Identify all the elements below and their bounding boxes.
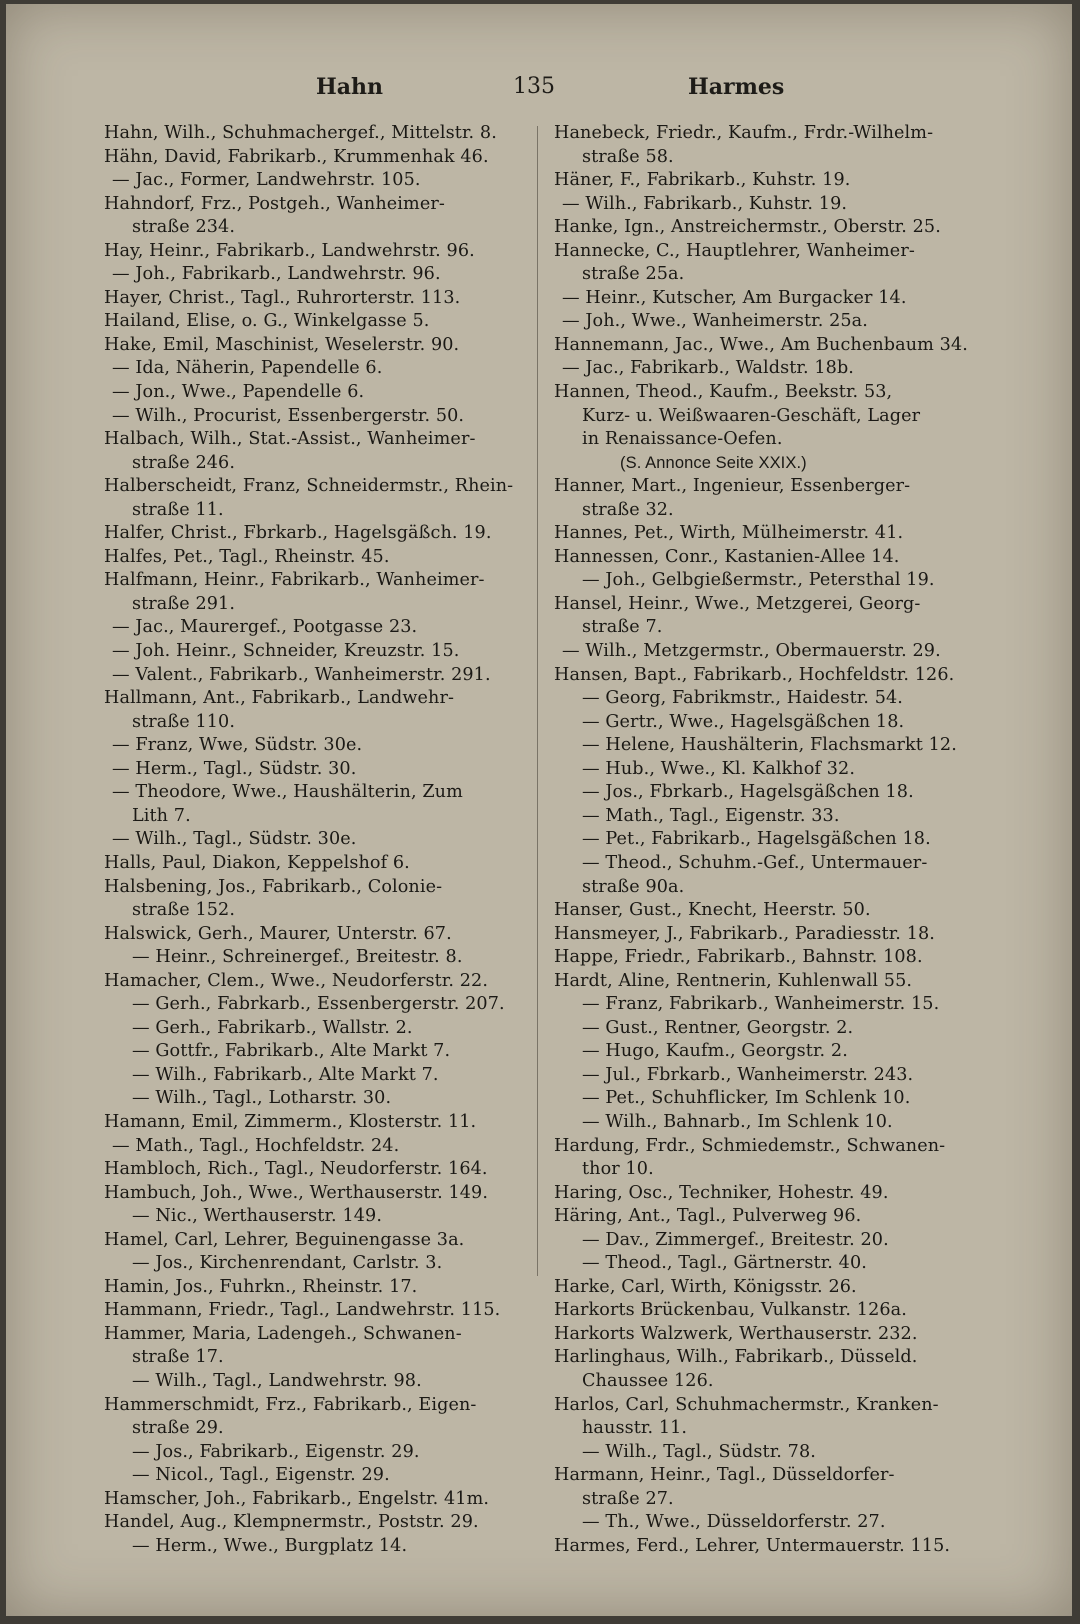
directory-entry-line: — Ida, Näherin, Papendelle 6. [112,358,383,379]
directory-entry-line: straße 29. [132,1418,224,1439]
directory-entry-line: — Wilh., Bahnarb., Im Schlenk 10. [582,1111,893,1132]
directory-entry-line: — Gust., Rentner, Georgstr. 2. [582,1017,854,1038]
directory-entry-line: — Math., Tagl., Hochfeldstr. 24. [112,1135,400,1156]
directory-entry-line: straße 7. [582,617,663,638]
directory-entry-line: Hanke, Ign., Anstreichermstr., Oberstr. 25. [554,217,941,238]
directory-entry-line: Hamann, Emil, Zimmerm., Klosterstr. 11. [104,1111,477,1132]
directory-entry-line: Harkorts Brückenbau, Vulkanstr. 126a. [554,1300,907,1321]
left-column [104,122,522,1558]
directory-entry-line: straße 32. [582,499,674,520]
directory-entry-line: hausstr. 11. [582,1418,688,1439]
right-column [554,122,1004,1558]
directory-entry-line: — Valent., Fabrikarb., Wanheimerstr. 291. [112,664,491,685]
directory-entry-line: Halfes, Pet., Tagl., Rheinstr. 45. [104,546,390,567]
directory-entry-line: Hay, Heinr., Fabrikarb., Landwehrstr. 96. [104,240,475,261]
directory-entry-line: — Heinr., Schreinergef., Breitestr. 8. [132,947,463,968]
directory-entry-line: straße 234. [132,217,236,238]
directory-entry-line: Hahndorf, Frz., Postgeh., Wanheimer- [104,193,445,214]
directory-entry-line: Hambuch, Joh., Wwe., Werthauserstr. 149. [104,1182,489,1203]
directory-entry-line: Harmann, Heinr., Tagl., Düsseldorfer- [554,1465,895,1486]
directory-entry-line: — Jos., Kirchenrendant, Carlstr. 3. [132,1253,443,1274]
directory-entry-line: — Nicol., Tagl., Eigenstr. 29. [132,1465,390,1486]
directory-entry-line: Hansel, Heinr., Wwe., Metzgerei, Georg- [554,593,921,614]
directory-entry-line: — Gerh., Fabrkarb., Essenbergerstr. 207. [132,994,505,1015]
directory-entry-line: (S. Annonce Seite XXIX.) [620,453,807,472]
directory-entry-line: Hanner, Mart., Ingenieur, Essenberger- [554,476,911,497]
directory-entry-line: Happe, Friedr., Fabrikarb., Bahnstr. 108. [554,947,923,968]
directory-entry-line: straße 25a. [582,264,685,285]
directory-entry-line: — Nic., Werthauserstr. 149. [132,1206,383,1227]
directory-entry-line: — Jac., Maurergef., Pootgasse 23. [112,617,418,638]
directory-entry-line: — Hub., Wwe., Kl. Kalkhof 32. [582,758,856,779]
directory-entry-line: — Theod., Tagl., Gärtnerstr. 40. [582,1253,867,1274]
directory-entry-line: Hammerschmidt, Frz., Fabrikarb., Eigen- [104,1394,477,1415]
directory-entry-line: straße 27. [582,1488,674,1509]
column-divider [537,126,538,1276]
directory-entry-line: — Jos., Fabrikarb., Eigenstr. 29. [132,1441,420,1462]
directory-entry-line: — Wilh., Tagl., Landwehrstr. 98. [132,1370,422,1391]
directory-entry-line: Halbach, Wilh., Stat.-Assist., Wanheimer- [104,429,476,450]
directory-entry-line: — Wilh., Tagl., Lotharstr. 30. [132,1088,392,1109]
directory-entry-line: thor 10. [582,1159,654,1180]
directory-entry-line: Kurz- u. Weißwaaren-Geschäft, Lager [582,405,921,426]
directory-entry-line: — Wilh., Metzgermstr., Obermauerstr. 29. [562,641,941,662]
directory-entry-line: Hannes, Pet., Wirth, Mülheimerstr. 41. [554,523,904,544]
directory-entry-line: straße 110. [132,711,236,732]
directory-entry-line: Hannessen, Conr., Kastanien-Allee 14. [554,546,900,567]
directory-entry-line: — Wilh., Procurist, Essenbergerstr. 50. [112,405,465,426]
directory-entry-line: — Heinr., Kutscher, Am Burgacker 14. [562,287,907,308]
directory-entry-line: — Th., Wwe., Düsseldorferstr. 27. [582,1512,886,1533]
directory-entry-line: Hamin, Jos., Fuhrkn., Rheinstr. 17. [104,1276,418,1297]
directory-entry-line: Harmes, Ferd., Lehrer, Untermauerstr. 115. [554,1535,951,1556]
directory-entry-line: straße 58. [582,146,674,167]
directory-entry-line: — Gottfr., Fabrikarb., Alte Markt 7. [132,1041,451,1062]
directory-entry-line: — Jac., Former, Landwehrstr. 105. [112,170,421,191]
directory-entry-line: — Herm., Tagl., Südstr. 30. [112,758,357,779]
directory-entry-line: — Theodore, Wwe., Haushälterin, Zum [112,782,463,803]
directory-entry-line: — Wilh., Fabrikarb., Kuhstr. 19. [562,193,848,214]
directory-entry-line: Hardt, Aline, Rentnerin, Kuhlenwall 55. [554,970,913,991]
directory-entry-line: Halswick, Gerh., Maurer, Unterstr. 67. [104,923,452,944]
directory-entry-line: in Renaissance-Oefen. [582,429,783,450]
directory-entry-line: Hake, Emil, Maschinist, Weselerstr. 90. [104,334,460,355]
directory-entry-line: Häring, Ant., Tagl., Pulverweg 96. [554,1206,862,1227]
directory-entry-line: straße 246. [132,452,236,473]
directory-entry-line: Hansen, Bapt., Fabrikarb., Hochfeldstr. 126. [554,664,955,685]
directory-entry-line: Harlinghaus, Wilh., Fabrikarb., Düsseld. [554,1347,918,1368]
directory-entry-line: Hambloch, Rich., Tagl., Neudorferstr. 164. [104,1159,488,1180]
directory-entry-line: — Jul., Fbrkarb., Wanheimerstr. 243. [582,1064,914,1085]
directory-entry-line: — Jac., Fabrikarb., Waldstr. 18b. [562,358,854,379]
directory-entry-line: Hanser, Gust., Knecht, Heerstr. 50. [554,900,871,921]
directory-entry-line: — Wilh., Tagl., Südstr. 30e. [112,829,357,850]
directory-entry-line: — Gertr., Wwe., Hagelsgäßchen 18. [582,711,905,732]
directory-entry-line: Hayer, Christ., Tagl., Ruhrorterstr. 113. [104,287,461,308]
directory-entry-line: Hanebeck, Friedr., Kaufm., Frdr.-Wilhelm- [554,123,934,143]
directory-entry-line: Halfmann, Heinr., Fabrikarb., Wanheimer- [104,570,485,591]
directory-entry-line: — Helene, Haushälterin, Flachsmarkt 12. [582,735,957,756]
directory-entry-line: Hallmann, Ant., Fabrikarb., Landwehr- [104,688,455,709]
directory-entry-line: — Wilh., Fabrikarb., Alte Markt 7. [132,1064,439,1085]
directory-entry-line: straße 17. [132,1347,224,1368]
header-left-keyword: Hahn [316,74,384,100]
directory-entry-line: — Herm., Wwe., Burgplatz 14. [132,1535,408,1556]
directory-entry-line: Hannen, Theod., Kaufm., Beekstr. 53, [554,382,893,403]
directory-entry-line: Hammer, Maria, Ladengeh., Schwanen- [104,1323,462,1344]
directory-entry-line: — Joh., Fabrikarb., Landwehrstr. 96. [112,264,441,285]
directory-entry-line: straße 291. [132,593,236,614]
directory-entry-line: Halberscheidt, Franz, Schneidermstr., Rhein- [104,476,514,497]
directory-entry-line: — Math., Tagl., Eigenstr. 33. [582,805,840,826]
directory-entry-line: — Franz, Wwe, Südstr. 30e. [112,735,363,756]
directory-entry-line: Hansmeyer, J., Fabrikarb., Paradiesstr. 18. [554,923,935,944]
directory-entry-line: Hannecke, C., Hauptlehrer, Wanheimer- [554,240,915,261]
directory-entry-line: Hamacher, Clem., Wwe., Neudorferstr. 22. [104,970,489,991]
directory-entry-line: Handel, Aug., Klempnermstr., Poststr. 29. [104,1512,479,1533]
directory-entry-line: straße 11. [132,499,224,520]
page-number: 135 [513,74,555,99]
directory-entry-line: — Jos., Fbrkarb., Hagelsgäßchen 18. [582,782,914,803]
directory-entry-line: Hardung, Frdr., Schmiedemstr., Schwanen- [554,1135,946,1156]
directory-entry-line: — Pet., Fabrikarb., Hagelsgäßchen 18. [582,829,931,850]
directory-entry-line: Halls, Paul, Diakon, Keppelshof 6. [104,852,410,873]
directory-entry-line: Hamel, Carl, Lehrer, Beguinengasse 3a. [104,1229,465,1250]
directory-entry-line: — Jon., Wwe., Papendelle 6. [112,382,365,403]
directory-entry-line: — Gerh., Fabrikarb., Wallstr. 2. [132,1017,413,1038]
directory-entry-line: straße 90a. [582,876,685,897]
directory-entry-line: Hammann, Friedr., Tagl., Landwehrstr. 115. [104,1300,501,1321]
directory-entry-line: Chaussee 126. [582,1370,714,1391]
directory-entry-line: Halsbening, Jos., Fabrikarb., Colonie- [104,876,443,897]
directory-entry-line: — Pet., Schuhflicker, Im Schlenk 10. [582,1088,911,1109]
page-header [6,74,1072,114]
directory-entry-line: straße 152. [132,900,236,921]
directory-entry-line: Hannemann, Jac., Wwe., Am Buchenbaum 34. [554,334,968,355]
directory-page [6,4,1072,1616]
directory-entry-line: Lith 7. [132,805,191,826]
directory-entry-line: — Georg, Fabrikmstr., Haidestr. 54. [582,688,903,709]
directory-entry-line: — Theod., Schuhm.-Gef., Untermauer- [582,852,928,873]
directory-entry-line: — Joh., Wwe., Wanheimerstr. 25a. [562,311,868,332]
directory-entry-line: Harkorts Walzwerk, Werthauserstr. 232. [554,1323,918,1344]
directory-entry-line: Hähn, David, Fabrikarb., Krummenhak 46. [104,146,489,167]
directory-entry-line: Hahn, Wilh., Schuhmachergef., Mittelstr. 8. [104,123,497,143]
directory-entry-line: — Franz, Fabrikarb., Wanheimerstr. 15. [582,994,940,1015]
directory-entry-line: Harke, Carl, Wirth, Königsstr. 26. [554,1276,857,1297]
directory-entry-line: Hamscher, Joh., Fabrikarb., Engelstr. 41m. [104,1488,490,1509]
directory-entry-line: Haring, Osc., Techniker, Hohestr. 49. [554,1182,889,1203]
directory-entry-line: — Wilh., Tagl., Südstr. 78. [582,1441,816,1462]
directory-entry-line: — Dav., Zimmergef., Breitestr. 20. [582,1229,889,1250]
directory-entry-line: Hailand, Elise, o. G., Winkelgasse 5. [104,311,430,332]
directory-entry-line: Halfer, Christ., Fbrkarb., Hagelsgäßch. 19. [104,523,492,544]
directory-entry-line: — Joh., Gelbgießermstr., Petersthal 19. [582,570,935,591]
header-right-keyword: Harmes [688,74,785,100]
directory-entry-line: Harlos, Carl, Schuhmachermstr., Kranken- [554,1394,939,1415]
directory-entry-line: Häner, F., Fabrikarb., Kuhstr. 19. [554,170,851,191]
directory-entry-line: — Joh. Heinr., Schneider, Kreuzstr. 15. [112,641,460,662]
directory-entry-line: — Hugo, Kaufm., Georgstr. 2. [582,1041,848,1062]
